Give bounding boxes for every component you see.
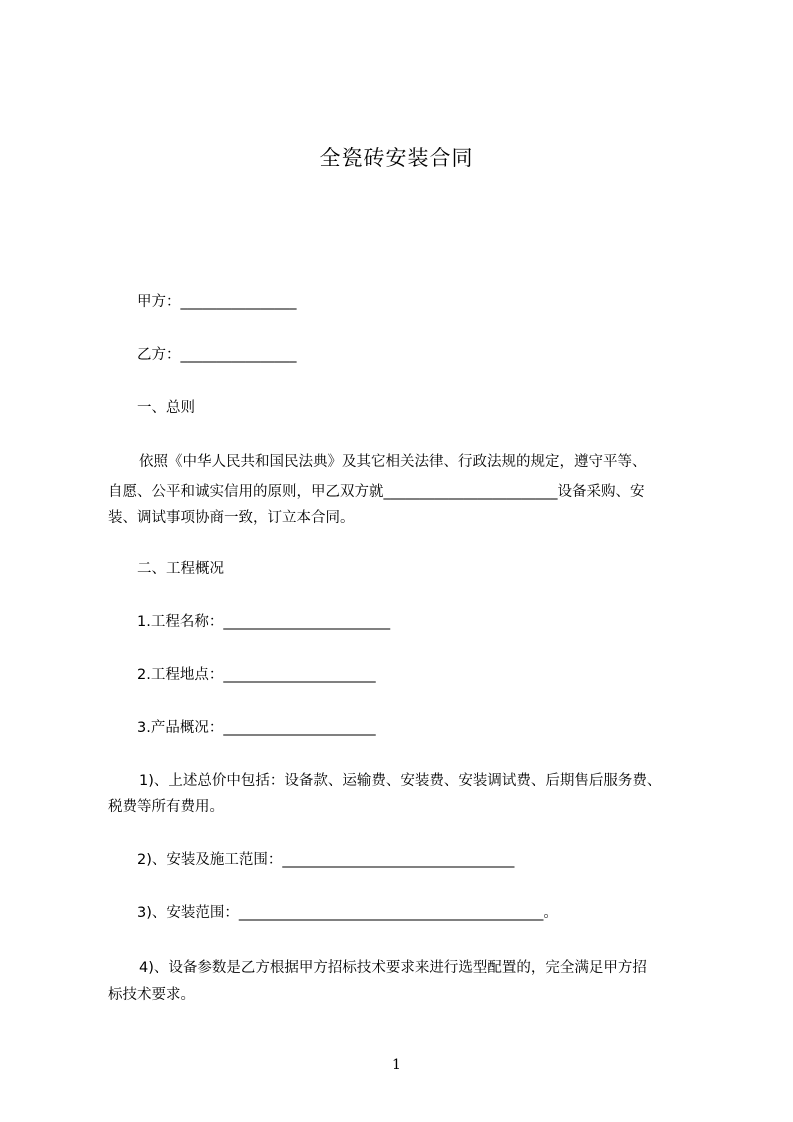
general-paragraph-line-2: 自愿、公平和诚实信用的原则，甲乙双方就________________________设备采购、安 bbox=[108, 484, 645, 500]
clause-4-line-2: 标技术要求。 bbox=[108, 987, 195, 1003]
party-a-line: 甲方：________________ bbox=[137, 294, 297, 310]
section-overview-heading: 二、工程概况 bbox=[137, 561, 224, 577]
clause-3-line: 3)、安装范围：__________________________________________。 bbox=[137, 905, 558, 921]
project-location-line: 2.工程地点：_____________________ bbox=[137, 667, 376, 683]
party-b-line: 乙方：________________ bbox=[137, 347, 297, 363]
general-paragraph-line-3: 装、调试事项协商一致，订立本合同。 bbox=[108, 510, 355, 526]
general-paragraph-line-1: 依照《中华人民共和国民法典》及其它相关法律、行政法规的规定，遵守平等、 bbox=[139, 454, 647, 470]
project-name-line: 1.工程名称：_______________________ bbox=[137, 614, 391, 630]
page-number: 1 bbox=[392, 1057, 401, 1073]
clause-2-line: 2)、安装及施工范围：________________________________ bbox=[137, 852, 515, 868]
clause-4-line-1: 4)、设备参数是乙方根据甲方招标技术要求来进行选型配置的，完全满足甲方招 bbox=[139, 960, 647, 976]
section-general-heading: 一、总则 bbox=[137, 400, 195, 416]
clause-1-line-2: 税费等所有费用。 bbox=[108, 799, 224, 815]
clause-1-line-1: 1)、上述总价中包括：设备款、运输费、安装费、安装调试费、后期售后服务费、 bbox=[139, 773, 662, 789]
product-overview-line: 3.产品概况：_____________________ bbox=[137, 720, 376, 736]
document-title: 全瓷砖安装合同 bbox=[319, 146, 474, 170]
